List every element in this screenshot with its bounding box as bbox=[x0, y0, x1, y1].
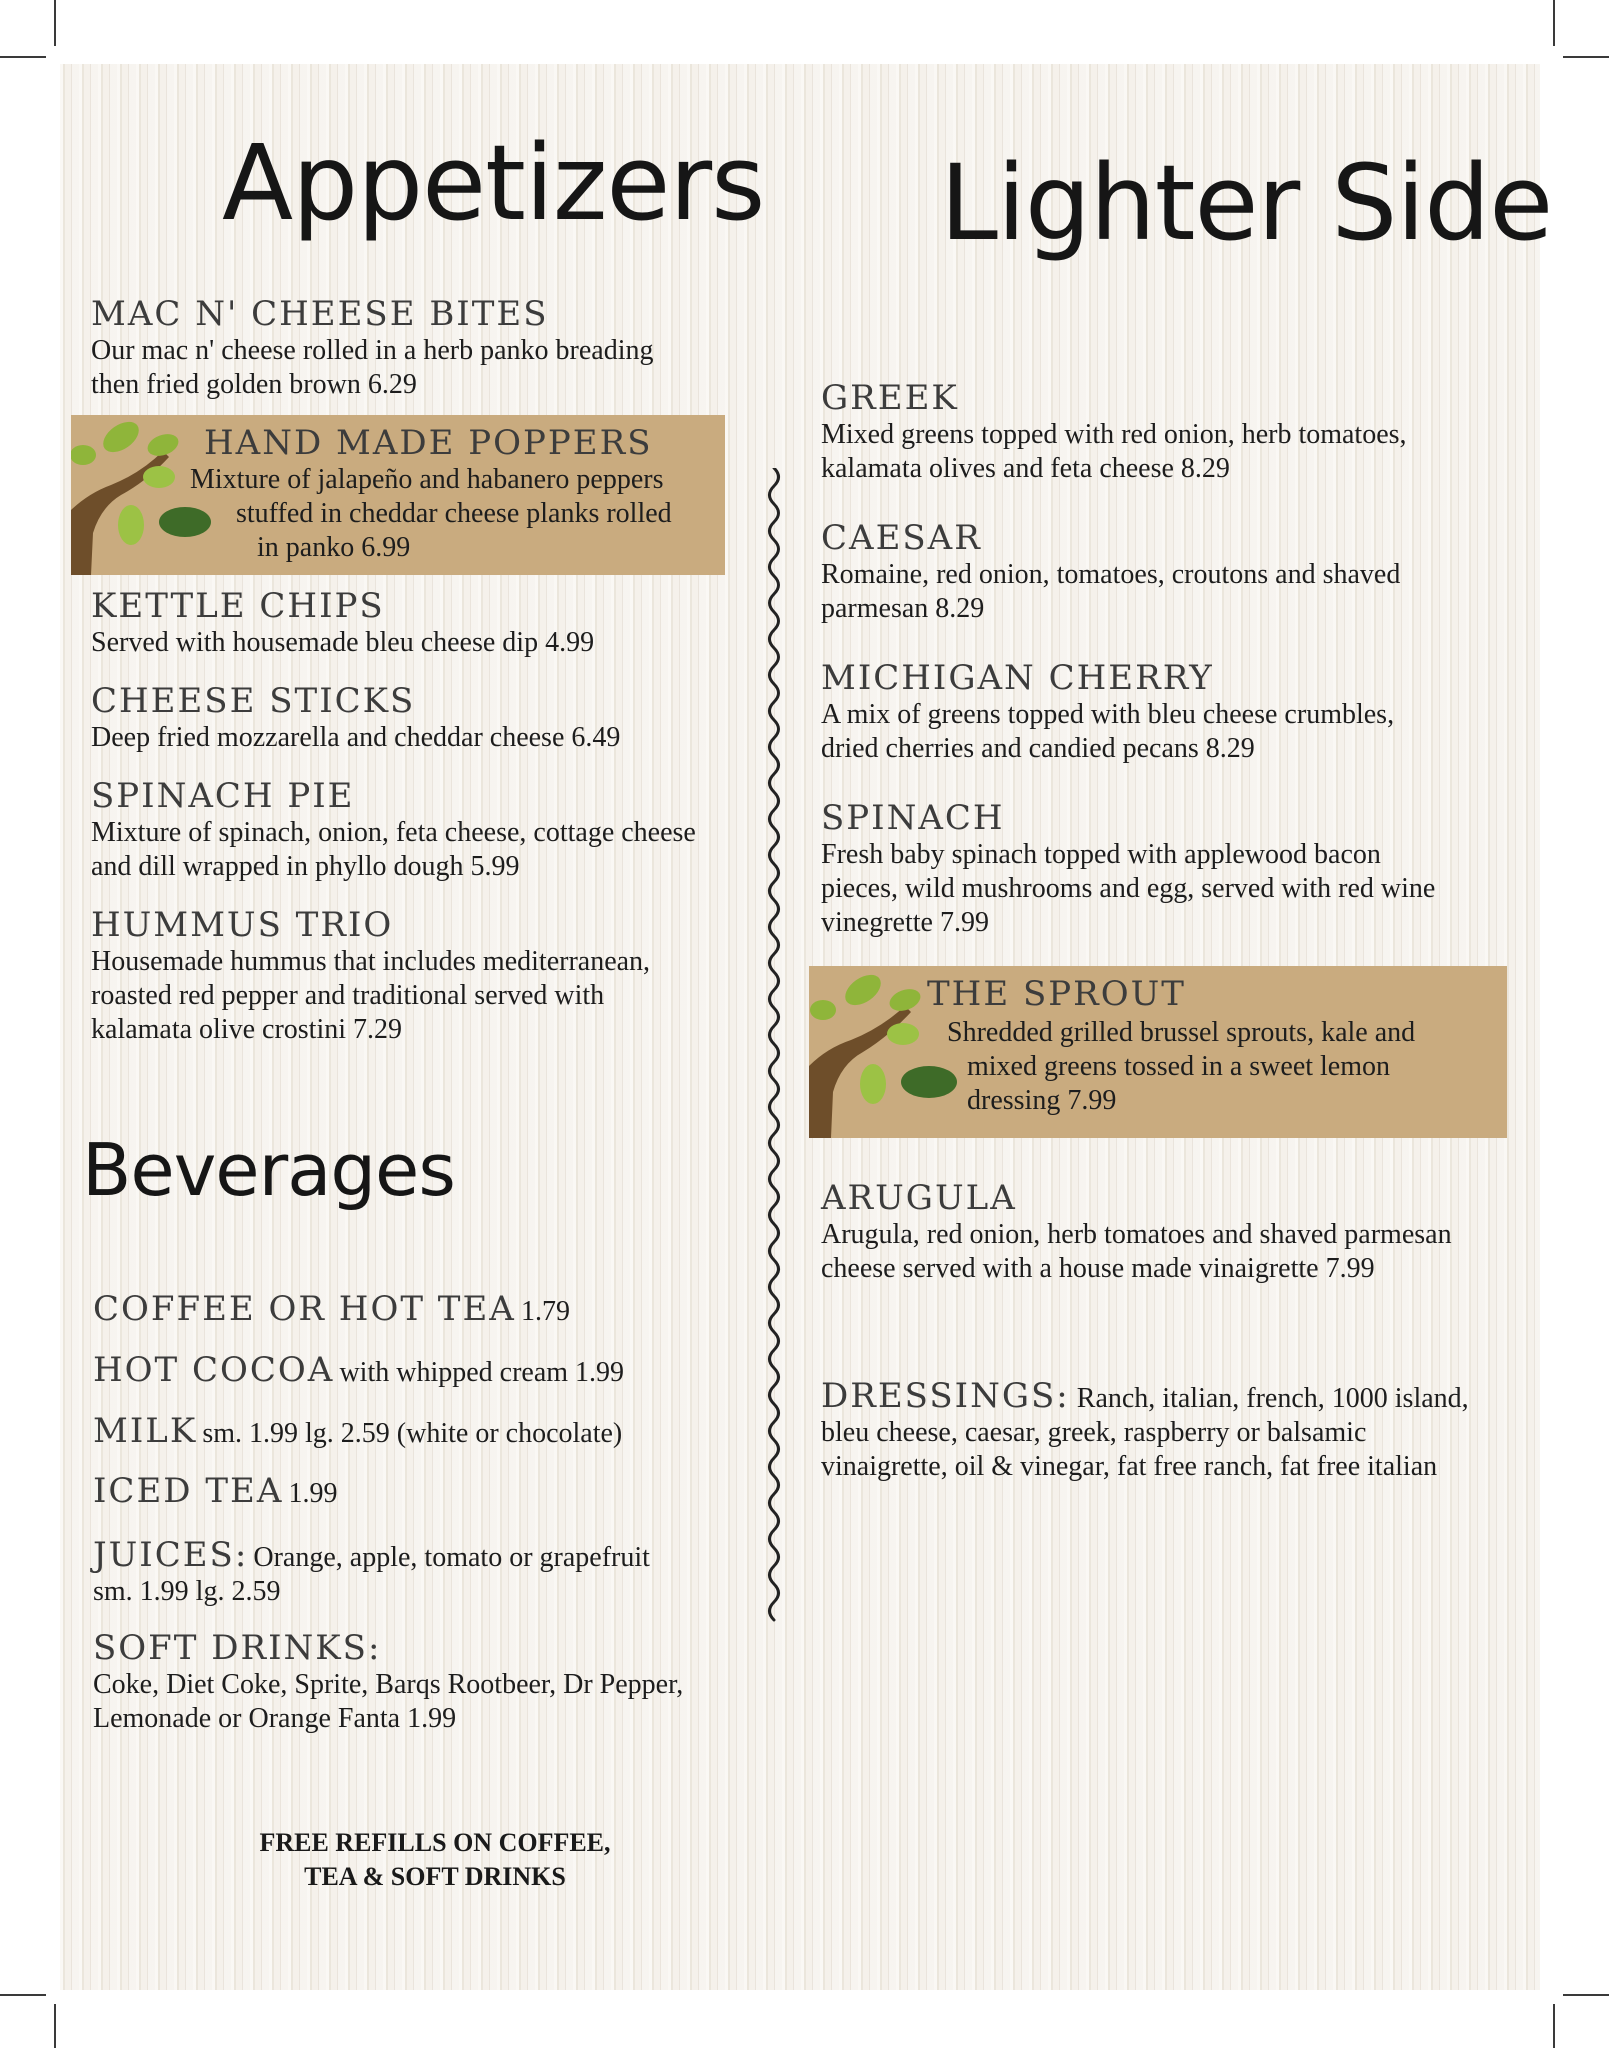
item-desc-line: Coke, Diet Coke, Sprite, Barqs Rootbeer, Dr Pepper, bbox=[93, 1669, 684, 1700]
item-desc-line: Shredded grilled brussel sprouts, kale and bbox=[947, 1017, 1416, 1048]
crop-mark bbox=[0, 56, 46, 58]
item-name: MICHIGAN CHERRY bbox=[821, 658, 1214, 698]
item-desc-line: Our mac n' cheese rolled in a herb panko breading bbox=[91, 335, 654, 366]
item-name: ARUGULA bbox=[821, 1178, 1017, 1218]
crop-mark bbox=[54, 2004, 56, 2048]
beverages-title: Beverages bbox=[82, 1128, 455, 1212]
item-desc-line: kalamata olive crostini 7.29 bbox=[91, 1014, 403, 1045]
note-line: TEA & SOFT DRINKS bbox=[304, 1862, 566, 1891]
menu-item-arugula bbox=[821, 1178, 1521, 1286]
menu-item-michigan-cherry bbox=[821, 658, 1481, 766]
menu-item-milk bbox=[93, 1411, 733, 1451]
free-refills-note bbox=[215, 1826, 655, 1894]
item-name: GREEK bbox=[821, 378, 959, 418]
item-desc-line: sm. 1.99 lg. 2.59 bbox=[93, 1576, 281, 1607]
item-desc-line: dried cherries and candied pecans 8.29 bbox=[821, 733, 1255, 764]
menu-item-cheese-sticks bbox=[91, 681, 751, 755]
item-desc-line: and dill wrapped in phyllo dough 5.99 bbox=[91, 851, 520, 882]
item-desc-line: kalamata olives and feta cheese 8.29 bbox=[821, 453, 1230, 484]
item-desc-line: mixed greens tossed in a sweet lemon bbox=[967, 1051, 1391, 1082]
item-desc-line: A mix of greens topped with bleu cheese crumbles, bbox=[821, 699, 1395, 730]
item-name: MILK bbox=[93, 1411, 198, 1451]
menu-item-iced-tea bbox=[93, 1471, 733, 1511]
item-name: HOT COCOA bbox=[93, 1350, 335, 1390]
item-name: THE SPROUT bbox=[927, 974, 1186, 1014]
item-desc-line: roasted red pepper and traditional served with bbox=[91, 980, 605, 1011]
item-desc-line: parmesan 8.29 bbox=[821, 593, 985, 624]
menu-item-caesar bbox=[821, 518, 1481, 626]
menu-item-spinach-pie bbox=[91, 776, 751, 884]
dressings-list bbox=[821, 1376, 1521, 1484]
item-desc: Orange, apple, tomato or grapefruit bbox=[253, 1542, 650, 1573]
menu-item-juices bbox=[93, 1535, 733, 1609]
item-desc: sm. 1.99 lg. 2.59 (white or chocolate) bbox=[202, 1418, 623, 1449]
item-desc-line: Arugula, red onion, herb tomatoes and shaved parmesan bbox=[821, 1219, 1452, 1250]
item-desc-line: vinaigrette, oil & vinegar, fat free ranch, fat free italian bbox=[821, 1451, 1438, 1482]
item-name: HAND MADE POPPERS bbox=[204, 423, 653, 463]
item-desc-line: then fried golden brown 6.29 bbox=[91, 369, 417, 400]
item-desc-line: Deep fried mozzarella and cheddar cheese 6.49 bbox=[91, 722, 621, 753]
featured-item-the-sprout bbox=[809, 966, 1507, 1138]
item-name: MAC N' CHEESE BITES bbox=[91, 294, 549, 334]
item-name: SPINACH bbox=[821, 798, 1005, 838]
item-desc: Ranch, italian, french, 1000 island, bbox=[1069, 1383, 1469, 1414]
item-desc-line: Fresh baby spinach topped with applewood bacon bbox=[821, 839, 1381, 870]
menu-item-coffee-or-hot-tea bbox=[93, 1289, 733, 1329]
crop-mark bbox=[1553, 2004, 1555, 2048]
item-desc-line: Romaine, red onion, tomatoes, croutons and shaved bbox=[821, 559, 1401, 590]
item-desc-line: Housemade hummus that includes mediterranean, bbox=[91, 946, 651, 977]
item-name: SPINACH PIE bbox=[91, 776, 355, 816]
lighter-side-title: Lighter Side bbox=[940, 142, 1553, 264]
item-name: KETTLE CHIPS bbox=[91, 586, 385, 626]
item-desc-line: Mixture of spinach, onion, feta cheese, cottage cheese bbox=[91, 817, 696, 848]
item-name: ICED TEA bbox=[93, 1471, 284, 1511]
item-desc-line: bleu cheese, caesar, greek, raspberry or balsamic bbox=[821, 1417, 1367, 1448]
item-name: SOFT DRINKS: bbox=[93, 1628, 382, 1668]
menu-item-soft-drinks bbox=[93, 1628, 733, 1736]
item-price: 1.79 bbox=[520, 1296, 570, 1327]
item-name: COFFEE OR HOT TEA bbox=[93, 1289, 516, 1329]
item-desc-line: stuffed in cheddar cheese planks rolled bbox=[236, 498, 672, 529]
item-desc-line: Mixture of jalapeño and habanero peppers bbox=[190, 464, 664, 495]
item-name: JUICES: bbox=[93, 1535, 249, 1575]
item-desc-line: pieces, wild mushrooms and egg, served with red wine bbox=[821, 873, 1436, 904]
item-name: CHEESE STICKS bbox=[91, 681, 416, 721]
item-desc-line: dressing 7.99 bbox=[967, 1085, 1117, 1116]
item-desc-line: in panko 6.99 bbox=[257, 532, 411, 563]
item-desc-line: Lemonade or Orange Fanta 1.99 bbox=[93, 1703, 457, 1734]
item-desc-line: cheese served with a house made vinaigrette 7.99 bbox=[821, 1253, 1375, 1284]
item-name: DRESSINGS: bbox=[821, 1376, 1070, 1416]
menu-item-mac-n-cheese-bites bbox=[91, 294, 751, 402]
wavy-divider bbox=[762, 468, 786, 1636]
crop-mark bbox=[1553, 0, 1555, 46]
menu-item-hummus-trio bbox=[91, 905, 751, 1047]
item-desc-line: Mixed greens topped with red onion, herb tomatoes, bbox=[821, 419, 1407, 450]
menu-item-spinach bbox=[821, 798, 1521, 940]
crop-mark bbox=[54, 0, 56, 46]
menu-item-hot-cocoa bbox=[93, 1350, 733, 1390]
note-line: FREE REFILLS ON COFFEE, bbox=[259, 1828, 611, 1857]
crop-mark bbox=[0, 1994, 46, 1996]
item-desc: with whipped cream 1.99 bbox=[339, 1357, 625, 1388]
crop-mark bbox=[1563, 56, 1609, 58]
featured-item-hand-made-poppers bbox=[71, 415, 725, 575]
crop-mark bbox=[1563, 1994, 1609, 1996]
menu-item-kettle-chips bbox=[91, 586, 751, 660]
menu-item-greek bbox=[821, 378, 1481, 486]
item-desc-line: Served with housemade bleu cheese dip 4.99 bbox=[91, 627, 595, 658]
item-name: HUMMUS TRIO bbox=[91, 905, 394, 945]
item-desc-line: vinegrette 7.99 bbox=[821, 907, 989, 938]
appetizers-title: Appetizers bbox=[222, 122, 765, 244]
item-name: CAESAR bbox=[821, 518, 982, 558]
item-price: 1.99 bbox=[288, 1478, 338, 1509]
